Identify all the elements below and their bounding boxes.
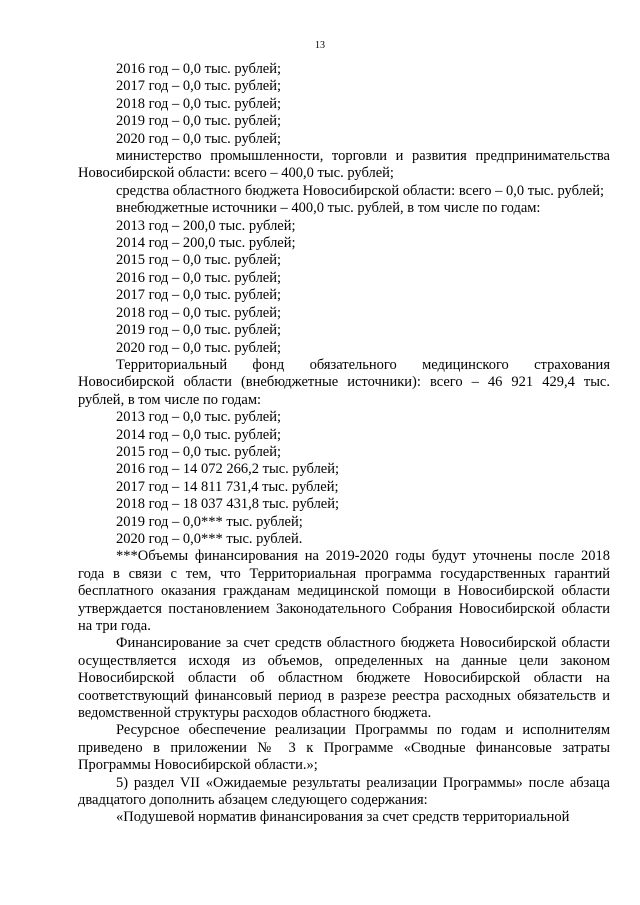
funding-line: 2014 год – 0,0 тыс. рублей; (116, 426, 282, 443)
funding-line: 2019 год – 0,0*** тыс. рублей; (116, 513, 303, 530)
footnote-paragraph: ***Объемы финансирования на 2019-2020 годы будут уточнены после 2018 года в связи с тем, что Территориальная программа государственных гарантий бесплатного оказания гражданам медицинской помощи в Новосибирской области утверждается постановлением Законодательного Собрания Новосибирской области на три года. (78, 548, 610, 634)
funding-line: 2019 год – 0,0 тыс. рублей; (116, 113, 282, 130)
funding-line: 2017 год – 0,0 тыс. рублей; (116, 287, 282, 304)
funding-line: 2015 год – 0,0 тыс. рублей; (116, 252, 282, 269)
extrabudgetary-paragraph: внебюджетные источники – 400,0 тыс. рублей, в том числе по годам: (116, 200, 541, 217)
funding-line: 2020 год – 0,0*** тыс. рублей. (116, 530, 303, 547)
insurance-fund-paragraph: Территориальный фонд обязательного медицинского страхования Новосибирской области (внебюджетные источники): всего – 46 921 429,4 тыс. рублей, в том числе по годам: (78, 356, 610, 408)
funding-line: 2017 год – 0,0 тыс. рублей; (116, 78, 282, 95)
document-body (78, 61, 610, 827)
funding-line: 2020 год – 0,0 тыс. рублей; (116, 130, 282, 147)
funding-line: 2019 год – 0,0 тыс. рублей; (116, 322, 282, 339)
section-amendment-paragraph: 5) раздел VII «Ожидаемые результаты реализации Программы» после абзаца двадцатого дополнить абзацем следующего содержания: (78, 774, 610, 809)
funding-line: 2013 год – 0,0 тыс. рублей; (116, 409, 282, 426)
funding-line: 2014 год – 200,0 тыс. рублей; (116, 235, 296, 252)
funding-line: 2016 год – 0,0 тыс. рублей; (116, 269, 282, 286)
funding-line: 2013 год – 200,0 тыс. рублей; (116, 217, 296, 234)
funding-line: 2015 год – 0,0 тыс. рублей; (116, 443, 282, 460)
quote-paragraph: «Подушевой норматив финансирования за счет средств территориальной (116, 809, 570, 826)
funding-line: 2016 год – 0,0 тыс. рублей; (116, 61, 282, 77)
funding-line: 2020 год – 0,0 тыс. рублей; (116, 339, 282, 356)
resource-paragraph: Ресурсное обеспечение реализации Программы по годам и исполнителям приведено в приложении № 3 к Программе «Сводные финансовые затраты Программы Новосибирской области.»; (78, 722, 610, 774)
regional-budget-paragraph: средства областного бюджета Новосибирской области: всего – 0,0 тыс. рублей; (116, 182, 605, 199)
funding-line: 2017 год – 14 811 731,4 тыс. рублей; (116, 478, 339, 495)
funding-line: 2018 год – 0,0 тыс. рублей; (116, 304, 282, 321)
funding-line: 2018 год – 18 037 431,8 тыс. рублей; (116, 496, 340, 513)
funding-line: 2018 год – 0,0 тыс. рублей; (116, 95, 282, 112)
ministry-paragraph: министерство промышленности, торговли и развития предпринимательства Новосибирской области: всего – 400,0 тыс. рублей; (78, 148, 610, 182)
funding-line: 2016 год – 14 072 266,2 тыс. рублей; (116, 461, 340, 478)
page-number: 13 (315, 40, 325, 51)
financing-paragraph: Финансирование за счет средств областного бюджета Новосибирской области осуществляется исходя из объемов, определенных на данные цели законом Новосибирской области об областном бюджете Новосибирской области на соответствующий финансовый период в разрезе реестра расходных обязательств и ведомственной структуры расходов областного бюджета. (78, 635, 610, 722)
